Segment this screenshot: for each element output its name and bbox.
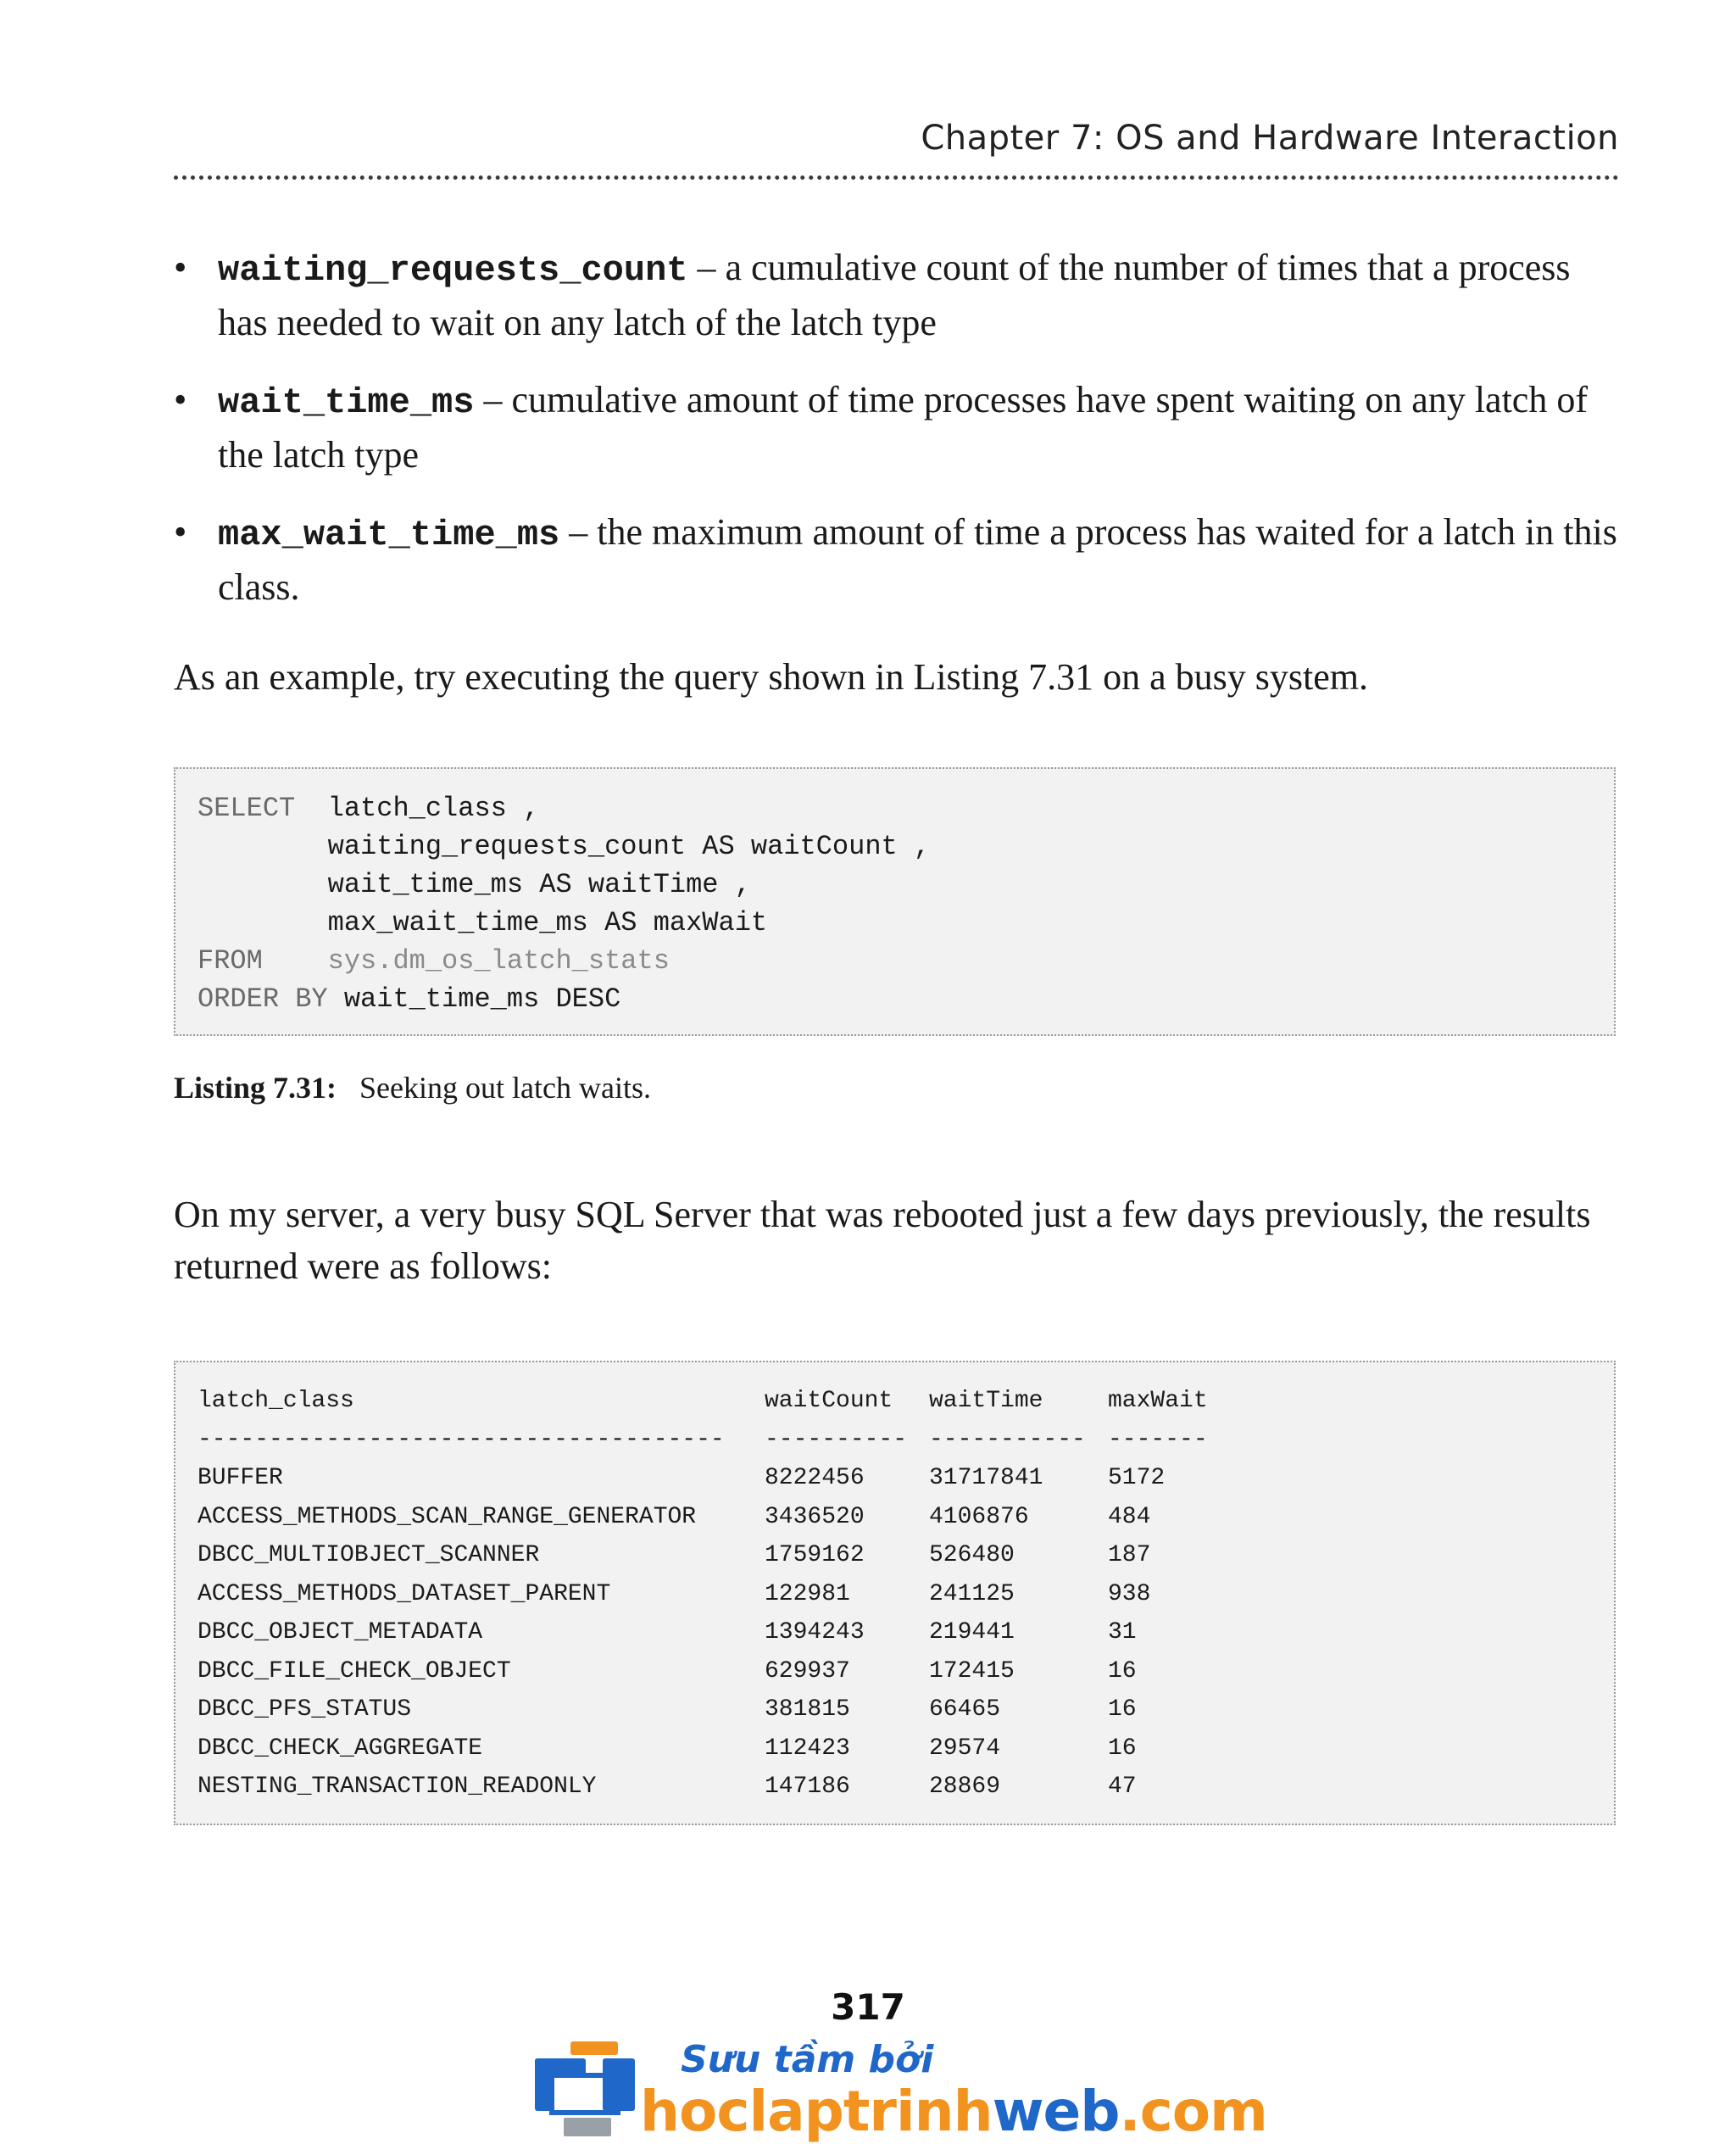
chapter-title: Chapter 7: OS and Hardware Interaction <box>921 119 1619 158</box>
table-cell: 1394243 <box>765 1619 865 1646</box>
watermark <box>530 2036 1267 2144</box>
table-cell: 47 <box>1108 1774 1137 1800</box>
monitor-logo-icon <box>530 2036 640 2141</box>
table-cell: 241125 <box>929 1580 1015 1607</box>
table-cell: 187 <box>1108 1542 1151 1568</box>
table-cell: BUFFER <box>198 1465 283 1491</box>
header-separator: ---------- <box>765 1426 908 1453</box>
watermark-site-name: hoclaptrinhweb.com <box>640 2079 1267 2144</box>
table-cell: NESTING_TRANSACTION_READONLY <box>198 1774 597 1800</box>
table-cell: 526480 <box>929 1542 1015 1568</box>
table-cell: 4106876 <box>929 1503 1029 1530</box>
code-line: wait_time_ms AS waitTime , <box>327 869 751 900</box>
table-cell: DBCC_OBJECT_METADATA <box>198 1619 483 1646</box>
table-cell: ACCESS_METHODS_SCAN_RANGE_GENERATOR <box>198 1503 697 1530</box>
field-description: – a cumulative count of the number of times that a process has needed to wait on any latch of the latch type <box>218 247 1571 343</box>
table-cell: 31 <box>1108 1619 1137 1646</box>
table-cell: DBCC_MULTIOBJECT_SCANNER <box>198 1542 540 1568</box>
code-line: waiting_requests_count AS waitCount , <box>327 831 931 862</box>
header-separator: ----------- <box>929 1426 1086 1453</box>
list-item <box>174 506 1619 613</box>
table-cell: 1759162 <box>765 1542 865 1568</box>
table-cell: 112423 <box>765 1735 850 1762</box>
table-cell: 3436520 <box>765 1503 865 1530</box>
list-item <box>174 242 1619 348</box>
field-term: waiting_requests_count <box>218 250 688 291</box>
table-cell: 31717841 <box>929 1465 1043 1491</box>
table-cell: 381815 <box>765 1696 850 1723</box>
listing-caption <box>174 1070 651 1105</box>
code-listing <box>174 767 1616 1036</box>
field-description: – cumulative amount of time processes have spent waiting on any latch of the latch type <box>218 379 1588 476</box>
header-separator: ------------------------------------- <box>198 1426 725 1453</box>
column-header: waitTime <box>929 1388 1043 1414</box>
header-separator: ------- <box>1108 1426 1208 1453</box>
table-cell: ACCESS_METHODS_DATASET_PARENT <box>198 1580 611 1607</box>
table-cell: 172415 <box>929 1657 1015 1685</box>
field-term: max_wait_time_ms <box>218 515 560 555</box>
field-description: – the maximum amount of time a process has waited for a latch in this class. <box>218 511 1617 608</box>
table-cell: 122981 <box>765 1580 850 1607</box>
column-header: maxWait <box>1108 1388 1208 1414</box>
table-cell: DBCC_FILE_CHECK_OBJECT <box>198 1657 511 1685</box>
column-header: latch_class <box>198 1388 354 1414</box>
code-line: FROM sys.dm_os_latch_stats <box>198 945 670 977</box>
table-cell: 16 <box>1108 1657 1137 1685</box>
column-header: waitCount <box>765 1388 893 1414</box>
field-term: wait_time_ms <box>218 382 475 423</box>
table-cell: 16 <box>1108 1735 1137 1762</box>
table-cell: 16 <box>1108 1696 1137 1723</box>
field-definition-list <box>174 242 1619 638</box>
watermark-caption: Sưu tầm bởi <box>681 2038 934 2081</box>
table-cell: 28869 <box>929 1774 1001 1800</box>
caption-text: Seeking out latch waits. <box>359 1071 651 1105</box>
code-line: max_wait_time_ms AS maxWait <box>327 907 768 938</box>
code-line: ORDER BY wait_time_ms DESC <box>198 983 621 1015</box>
results-table <box>174 1361 1616 1825</box>
caption-label: Listing 7.31: <box>174 1071 337 1105</box>
table-cell: 938 <box>1108 1580 1151 1607</box>
table-cell: 8222456 <box>765 1465 865 1491</box>
intro-paragraph: As an example, try executing the query shown in Listing 7.31 on a busy system. <box>174 656 1368 698</box>
page-number: 317 <box>831 1986 905 2028</box>
table-cell: 147186 <box>765 1774 850 1800</box>
header-dotted-rule <box>174 175 1619 180</box>
results-intro-paragraph: On my server, a very busy SQL Server that was rebooted just a few days previously, the results returned were as follows: <box>174 1194 1591 1287</box>
code-line: SELECT latch_class , <box>198 793 540 824</box>
list-item <box>174 374 1619 481</box>
table-cell: 219441 <box>929 1619 1015 1646</box>
table-cell: 629937 <box>765 1657 850 1685</box>
table-cell: 484 <box>1108 1503 1151 1530</box>
table-cell: DBCC_CHECK_AGGREGATE <box>198 1735 483 1762</box>
table-cell: 29574 <box>929 1735 1001 1762</box>
table-cell: DBCC_PFS_STATUS <box>198 1696 412 1723</box>
page-header <box>174 110 1619 180</box>
table-cell: 66465 <box>929 1696 1001 1723</box>
table-cell: 5172 <box>1108 1465 1166 1491</box>
